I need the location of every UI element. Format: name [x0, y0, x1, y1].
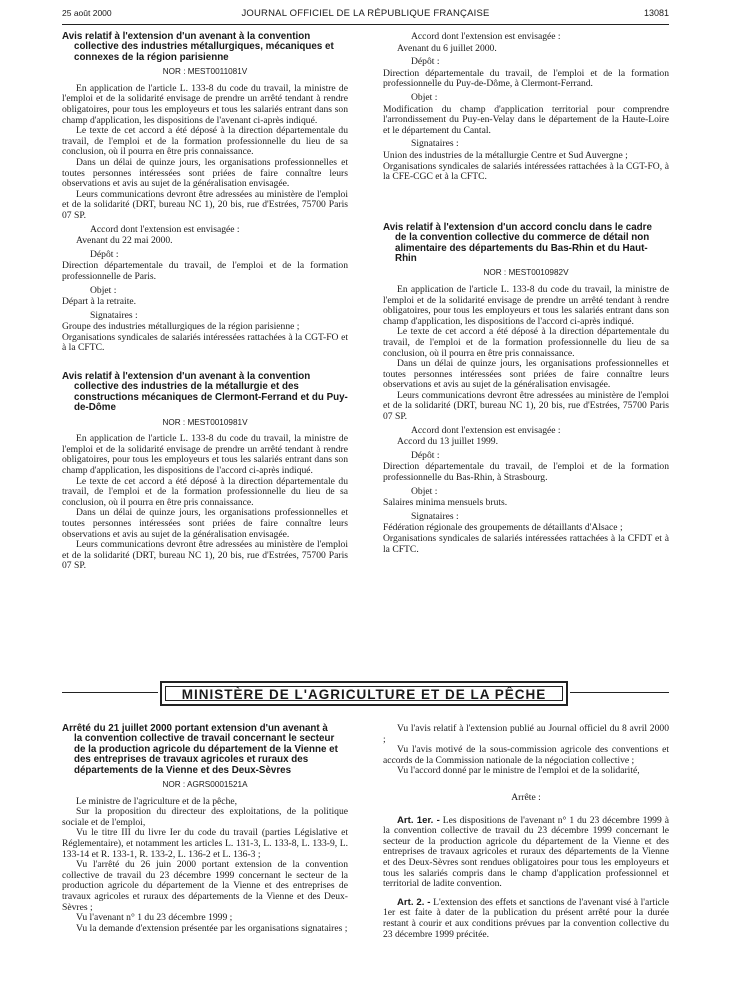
section-label: Accord dont l'extension est envisagée : — [90, 223, 240, 235]
article-label: Art. 2. - — [397, 896, 431, 908]
section-label: Dépôt : — [411, 56, 440, 68]
paragraph: Direction départementale du travail, de l'emploi et de la formation professionnelle du Puy-de-Dôme, à Clermont-Ferrand. — [383, 67, 669, 90]
paragraph: Organisations syndicales de salariés intéressées rattachées à la CGT-FO et à la CFTC. — [62, 331, 348, 354]
section-label: Signataires : — [411, 138, 459, 150]
banner-rule-right — [570, 692, 669, 693]
paragraph: Dans un délai de quinze jours, les organisations professionnelles et toutes personnes intéressées sont priées de faire connaître leurs observations et avis au sujet de la généralisation envisagée. — [62, 156, 348, 190]
section-label: Accord dont l'extension est envisagée : — [411, 31, 561, 42]
section-label: Objet : — [411, 485, 438, 497]
page-number: 13081 — [643, 8, 669, 18]
nor-reference: NOR : MEST0010982V — [483, 268, 569, 278]
section-label: Objet : — [90, 284, 117, 296]
paragraph: Vu l'avis relatif à l'extension publié au Journal officiel du 8 avril 2000 ; — [383, 723, 669, 745]
paragraph: Leurs communications devront être adressées au ministère de l'emploi et de la solidarité (DRT, bureau NC 1), 20 bis, rue d'Estrées, 75700 Paris 07 SP. — [62, 539, 348, 572]
paragraph: Direction départementale du travail, de l'emploi et de la formation professionnelle du Bas-Rhin, à Strasbourg. — [383, 461, 669, 484]
article-2: Art. 2. - L'extension des effets et sanctions de l'avenant visé à l'article 1er est faite à dater de la publication du présent arrêté pour la durée restant à courir et aux conditions prévues par la convention collective du 23 décembre 1999 précitée. — [383, 896, 669, 940]
section-label: Signataires : — [411, 510, 459, 522]
ministry-title: MINISTÈRE DE L'AGRICULTURE ET DE LA PÊCHE — [165, 686, 563, 701]
section-label: Signataires : — [90, 309, 138, 321]
paragraph: Sur la proposition du directeur des exploitations, de la politique sociale et de l'emploi, — [62, 806, 348, 828]
header-rule — [62, 24, 669, 25]
paragraph: Groupe des industries métallurgiques de la région parisienne ; — [62, 321, 300, 333]
nor-reference: NOR : MEST0011081V — [162, 67, 248, 77]
paragraph: Organisations syndicales de salariés intéressées rattachées à la CFDT et à la CFTC. — [383, 533, 669, 555]
paragraph: Organisations syndicales de salariés intéressées rattachées à la CGT-FO, à la CFE-CGC et à la CFTC. — [383, 160, 669, 183]
notice-title: Avis relatif à l'extension d'un accord conclu dans le cadre de la convention collective du commerce de détail non alimentaire des départements du Bas-Rhin et du Haut-Rhin — [383, 221, 652, 264]
paragraph: Avenant du 22 mai 2000. — [76, 235, 173, 247]
paragraph: Le texte de cet accord a été déposé à la direction départementale du travail, de l'emploi et de la formation professionnelle du lieu de sa conclusion, où il pourra en être pris connaissance. — [383, 326, 669, 359]
paragraph: Vu l'accord donné par le ministre de l'emploi et de la solidarité, — [397, 765, 640, 777]
paragraph: Le texte de cet accord a été déposé à la direction départementale du travail, de l'emploi et de la formation professionnelle du lieu de sa conclusion, où il pourra en être pris connaissance. — [62, 125, 348, 158]
paragraph: Vu l'avis motivé de la sous-commission agricole des conventions et accords de la Commission nationale de la négociation collective ; — [383, 744, 669, 766]
ministry-banner — [160, 681, 568, 706]
decree-word: Arrête : — [511, 791, 541, 803]
paragraph: Direction départementale du travail, de l'emploi et de la formation professionnelle de Paris. — [62, 260, 348, 282]
paragraph: Leurs communications devront être adressées au ministère de l'emploi et de la solidarité (DRT, bureau NC 1), 20 bis, rue d'Estrées, 75700 Paris 07 SP. — [383, 389, 669, 423]
article-label: Art. 1er. - — [397, 814, 440, 826]
paragraph: En application de l'article L. 133-8 du code du travail, la ministre de l'emploi et de la solidarité envisage de prendre un arrêté tendant à rendre obligatoires, pour tous les employeurs et tous les salariés entrant dans son champ d'application, les dispositions de l'accord ci-après indiqué. — [62, 433, 348, 477]
column-left-top — [62, 32, 348, 572]
paragraph: Avenant du 6 juillet 2000. — [397, 42, 497, 54]
section-label: Accord dont l'extension est envisagée : — [411, 424, 561, 436]
issue-date: 25 août 2000 — [62, 8, 112, 18]
notice-title: Avis relatif à l'extension d'un avenant à la convention collective des industries métallurgiques, mécaniques et connexes de la région parisienne — [62, 31, 334, 63]
paragraph: Vu l'arrêté du 26 juin 2000 portant extension de la convention collective de travail du 23 décembre 1999 concernant le secteur de la production agricole du département de la Vienne et des entreprises de travaux agricoles et ruraux des départements de la Vienne et des Deux-Sèvres ; — [62, 859, 348, 913]
paragraph: Départ à la retraite. — [62, 296, 137, 308]
nor-reference: NOR : AGRS0001521A — [162, 780, 248, 790]
section-label: Dépôt : — [90, 248, 119, 260]
paragraph: Le texte de cet accord a été déposé à la direction départementale du travail, de l'emploi et de la formation professionnelle du lieu de sa conclusion, où il pourra en être pris connaissance. — [62, 475, 348, 508]
paragraph: Vu le titre III du livre Ier du code du travail (parties Législative et Réglementaire), et notamment les articles L. 131-3, L. 133-8, L. 133-9, L. 133-14 et R. 133-1, R. 133-2, L. 136-2 et L. 136-3 ; — [62, 827, 348, 860]
paragraph: Fédération régionale des groupements de détaillants d'Alsace ; — [383, 522, 623, 534]
paragraph: Vu la demande d'extension présentée par les organisations signataires ; — [76, 922, 348, 934]
paragraph: Dans un délai de quinze jours, les organisations professionnelles et toutes personnes intéressées sont priées de faire connaître leurs observations et avis au sujet de la généralisation envisagée. — [62, 507, 348, 540]
paragraph: Le ministre de l'agriculture et de la pêche, — [76, 795, 238, 807]
page-header — [62, 6, 669, 26]
notice-title: Avis relatif à l'extension d'un avenant à la convention collective des industries de la métallurgie et des constructions mécaniques de Clermont-Ferrand et du Puy-de-Dôme — [62, 371, 348, 414]
nor-reference: NOR : MEST0010981V — [162, 417, 248, 427]
paragraph: Union des industries de la métallurgie Centre et Sud Auvergne ; — [383, 149, 628, 161]
paragraph: En application de l'article L. 133-8 du code du travail, la ministre de l'emploi et de la solidarité envisage de prendre un arrêté tendant à rendre obligatoires, pour tous les employeurs et tous les salariés entrant dans son champ d'application, les dispositions de l'avenant ci-après indiqué. — [62, 82, 348, 126]
paragraph: Vu l'avenant n° 1 du 23 décembre 1999 ; — [76, 912, 233, 924]
article-1: Art. 1er. - Les dispositions de l'avenant n° 1 du 23 décembre 1999 à la convention collective de travail du 23 décembre 1999 concernant le secteur de la production agricole du département de la Vienne et des entreprises de travaux agricoles et ruraux des départements de la Vienne et des Deux-Sèvres sont rendues obligatoires pour tous les employeurs et tous les salariés compris dans le champ d'application professionnel et territorial de ladite convention. — [383, 814, 670, 890]
column-right-top — [383, 32, 669, 555]
paragraph: Salaires minima mensuels bruts. — [383, 497, 508, 509]
section-label: Dépôt : — [411, 449, 440, 461]
paragraph: Modification du champ d'application territorial pour comprendre l'arrondissement du Puy-en-Velay dans le département de la Haute-Loire et le département du Cantal. — [383, 103, 669, 136]
banner-rule-left — [62, 692, 158, 693]
paragraph: Dans un délai de quinze jours, les organisations professionnelles et toutes personnes intéressées sont priées de faire connaître leurs observations et avis au sujet de la généralisation envisagée. — [383, 358, 669, 391]
column-left-bottom — [62, 724, 348, 934]
decree-title: Arrêté du 21 juillet 2000 portant extension d'un avenant à la convention collective de travail concernant le secteur de la production agricole du département de la Vienne et des entreprises de travaux agricoles et ruraux des départements de la Vienne et des Deux-Sèvres — [62, 723, 338, 776]
section-label: Objet : — [411, 91, 438, 103]
journal-title: JOURNAL OFFICIEL DE LA RÉPUBLIQUE FRANÇAISE — [241, 8, 490, 19]
paragraph: En application de l'article L. 133-8 du code du travail, la ministre de l'emploi et de la solidarité envisage de prendre un arrêté tendant à rendre obligatoires, pour tous les employeurs et tous les salariés entrant dans son champ d'application, les dispositions de l'accord ci-après indiqué. — [383, 283, 669, 327]
paragraph: Leurs communications devront être adressées au ministère de l'emploi et de la solidarité (DRT, bureau NC 1), 20 bis, rue d'Estrées, 75700 Paris 07 SP. — [62, 188, 348, 221]
column-right-bottom — [383, 724, 669, 940]
paragraph: Accord du 13 juillet 1999. — [397, 436, 498, 448]
